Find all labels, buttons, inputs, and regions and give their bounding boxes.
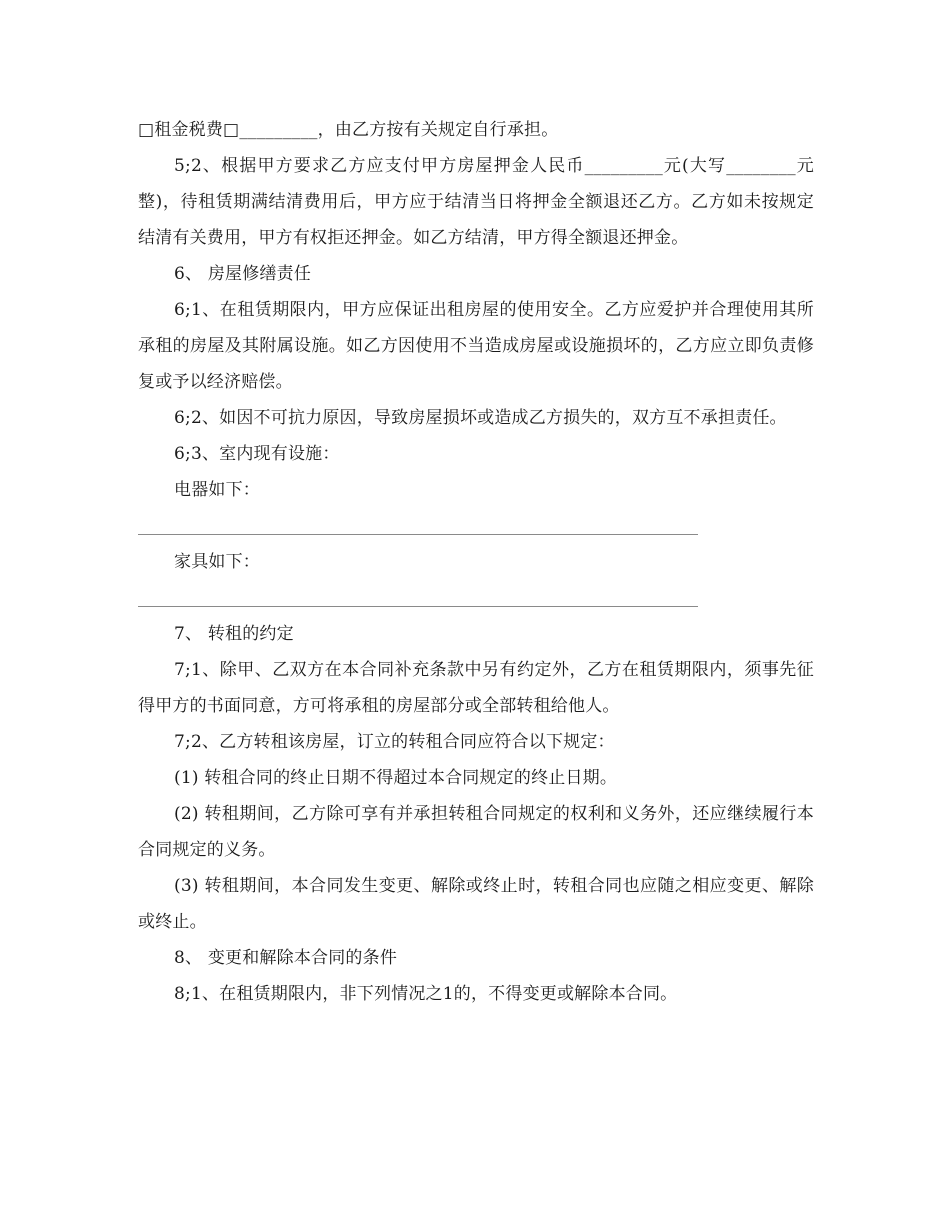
furniture-blank-line bbox=[138, 580, 814, 616]
list-item-1: (1) 转租合同的终止日期不得超过本合同规定的终止日期。 bbox=[174, 768, 618, 788]
label-appliances: 电器如下： bbox=[174, 480, 260, 500]
document-body bbox=[138, 112, 814, 1012]
paragraph-6-3: 6;3、室内现有设施： bbox=[174, 444, 340, 464]
paragraph-5-2-deposit: 5;2、根据甲方要求乙方应支付甲方房屋押金人民币_________元(大写________元整)，待租赁期满结清费用后，甲方应于结清当日将押金全额退还乙方。乙方如未按规定结清有关费用，甲方有权拒还押金。如乙方结清，甲方得全额退还押金。 bbox=[138, 156, 814, 248]
paragraph-6-2: 6;2、如因不可抗力原因，导致房屋损坏或造成乙方损失的，双方互不承担责任。 bbox=[174, 408, 787, 428]
paragraph-7-2: 7;2、乙方转租该房屋，订立的转租合同应符合以下规定： bbox=[174, 732, 615, 752]
heading-6-repair: 6、 房屋修缮责任 bbox=[174, 264, 312, 284]
paragraph-7-1: 7;1、除甲、乙双方在本合同补充条款中另有约定外，乙方在租赁期限内，须事先征得甲方的书面同意，方可将承租的房屋部分或全部转租给他人。 bbox=[138, 660, 814, 716]
list-item-3: (3) 转租期间，本合同发生变更、解除或终止时，转租合同也应随之相应变更、解除或终止。 bbox=[138, 876, 814, 932]
appliances-blank-line bbox=[138, 508, 814, 544]
heading-7-sublease: 7、 转租的约定 bbox=[174, 624, 294, 644]
paragraph-rent-tax: □租金税费□_________，由乙方按有关规定自行承担。 bbox=[138, 120, 559, 140]
label-furniture: 家具如下： bbox=[174, 552, 260, 572]
list-item-2: (2) 转租期间，乙方除可享有并承担转租合同规定的权利和义务外，还应继续履行本合同规定的义务。 bbox=[138, 804, 814, 860]
paragraph-6-1: 6;1、在租赁期限内，甲方应保证出租房屋的使用安全。乙方应爱护并合理使用其所承租的房屋及其附属设施。如乙方因使用不当造成房屋或设施损坏的，乙方应立即负责修复或予以经济赔偿。 bbox=[138, 300, 814, 392]
paragraph-8-1: 8;1、在租赁期限内，非下列情况之1的，不得变更或解除本合同。 bbox=[174, 984, 678, 1004]
heading-8-termination: 8、 变更和解除本合同的条件 bbox=[174, 948, 398, 968]
